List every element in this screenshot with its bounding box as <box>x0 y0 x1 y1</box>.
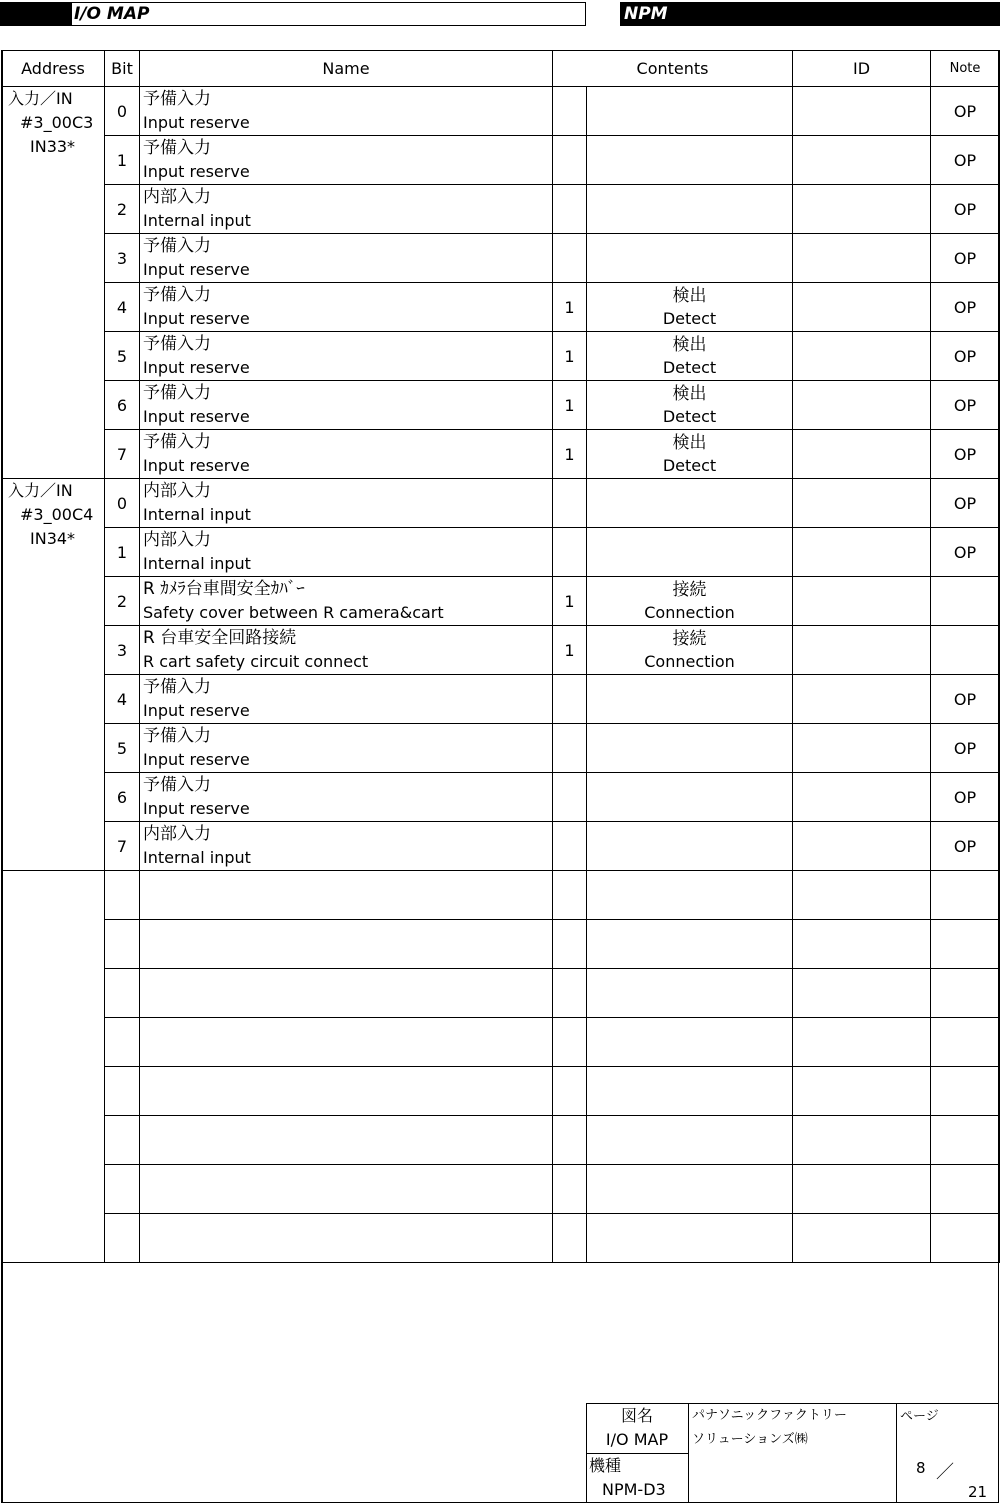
empty-cell <box>587 871 793 920</box>
empty-cell <box>587 969 793 1018</box>
empty-cell <box>587 1165 793 1214</box>
name-jp: 内部入力 <box>143 530 211 550</box>
content-jp: 検出 <box>672 335 707 355</box>
empty-cell <box>553 969 587 1018</box>
empty-address-cell <box>2 871 105 1263</box>
bit-cell: 0 <box>105 479 140 528</box>
bit-cell: 1 <box>105 528 140 577</box>
bit-cell: 7 <box>105 430 140 479</box>
empty-cell <box>140 969 553 1018</box>
empty-cell <box>553 1018 587 1067</box>
address-cell <box>2 87 105 479</box>
name-cell <box>140 626 553 675</box>
empty-cell <box>793 1116 931 1165</box>
title-block <box>586 1403 999 1503</box>
name-cell <box>140 136 553 185</box>
drawing-name: I/O MAP <box>605 1430 669 1449</box>
empty-cell <box>140 1214 553 1263</box>
content-jp: 接続 <box>672 629 707 649</box>
table-row <box>2 822 1000 871</box>
name-jp: 内部入力 <box>143 824 211 844</box>
note-cell: OP <box>931 675 1000 724</box>
empty-cell <box>931 1067 1000 1116</box>
note-cell: OP <box>931 332 1000 381</box>
empty-cell <box>931 1214 1000 1263</box>
empty-cell <box>105 969 140 1018</box>
bit-cell: 3 <box>105 234 140 283</box>
bit-cell: 4 <box>105 283 140 332</box>
note-cell: OP <box>931 479 1000 528</box>
empty-cell <box>553 871 587 920</box>
empty-cell <box>553 1214 587 1263</box>
table-row <box>2 283 1000 332</box>
name-cell <box>140 430 553 479</box>
name-en: Input reserve <box>143 407 250 426</box>
company-line1: パナソニックファクトリー <box>692 1408 847 1423</box>
empty-cell <box>105 920 140 969</box>
header-left-bar <box>0 2 72 26</box>
value-cell <box>553 136 587 185</box>
contents-cell <box>587 234 793 283</box>
note-cell: OP <box>931 430 1000 479</box>
name-cell <box>140 773 553 822</box>
contents-cell <box>587 430 793 479</box>
contents-cell <box>587 773 793 822</box>
name-cell <box>140 479 553 528</box>
value-cell <box>553 87 587 136</box>
name-en: Internal input <box>143 554 251 573</box>
header-name: Name <box>140 51 553 87</box>
value-cell: 1 <box>553 430 587 479</box>
contents-cell <box>587 724 793 773</box>
empty-cell <box>105 871 140 920</box>
table-row <box>2 675 1000 724</box>
empty-cell <box>140 920 553 969</box>
name-cell <box>140 234 553 283</box>
value-cell <box>553 773 587 822</box>
name-en: Safety cover between R camera&cart <box>143 603 444 622</box>
note-cell: OP <box>931 822 1000 871</box>
content-en: Detect <box>662 309 717 328</box>
bit-cell: 4 <box>105 675 140 724</box>
empty-cell <box>105 1116 140 1165</box>
contents-cell <box>587 136 793 185</box>
content-jp: 検出 <box>672 433 707 453</box>
header-left-title: I/O MAP <box>72 2 586 26</box>
name-cell <box>140 381 553 430</box>
value-cell: 1 <box>553 283 587 332</box>
address-line-2: #3_00C3 <box>20 113 94 132</box>
content-jp: 検出 <box>672 384 707 404</box>
name-en: Input reserve <box>143 750 250 769</box>
empty-cell <box>931 1018 1000 1067</box>
name-en: R cart safety circuit connect <box>143 652 369 671</box>
empty-cell <box>931 920 1000 969</box>
empty-cell <box>140 1165 553 1214</box>
name-cell <box>140 724 553 773</box>
name-en: Input reserve <box>143 358 250 377</box>
value-cell <box>553 234 587 283</box>
value-cell: 1 <box>553 626 587 675</box>
empty-row <box>2 1116 1000 1165</box>
note-cell <box>931 577 1000 626</box>
bit-cell: 1 <box>105 136 140 185</box>
company-line2: ソリューションズ㈱ <box>692 1432 808 1447</box>
name-jp: 予備入力 <box>143 775 211 795</box>
name-cell <box>140 185 553 234</box>
empty-row <box>2 969 1000 1018</box>
value-cell: 1 <box>553 381 587 430</box>
bit-cell: 0 <box>105 87 140 136</box>
bit-cell: 6 <box>105 773 140 822</box>
name-jp: 内部入力 <box>143 187 211 207</box>
name-jp: 予備入力 <box>143 432 211 452</box>
header-right-title: NPM <box>620 2 1000 26</box>
address-line-3: IN33* <box>30 137 76 156</box>
name-cell <box>140 822 553 871</box>
empty-cell <box>793 1214 931 1263</box>
empty-cell <box>553 920 587 969</box>
name-en: Input reserve <box>143 799 250 818</box>
table-row <box>2 773 1000 822</box>
value-cell: 1 <box>553 332 587 381</box>
header-bit: Bit <box>105 51 140 87</box>
empty-cell <box>931 871 1000 920</box>
empty-cell <box>587 1067 793 1116</box>
contents-cell <box>587 381 793 430</box>
name-jp: 予備入力 <box>143 236 211 256</box>
id-cell <box>793 773 931 822</box>
bit-cell: 3 <box>105 626 140 675</box>
id-cell <box>793 381 931 430</box>
name-cell <box>140 577 553 626</box>
name-jp: 予備入力 <box>143 726 211 746</box>
table-row <box>2 724 1000 773</box>
note-cell: OP <box>931 87 1000 136</box>
address-line-3: IN34* <box>30 529 76 548</box>
content-en: Detect <box>662 456 717 475</box>
page-label: ページ <box>900 1409 939 1424</box>
empty-cell <box>793 871 931 920</box>
content-en: Detect <box>662 407 717 426</box>
bit-cell: 2 <box>105 577 140 626</box>
model-label: 機種 <box>589 1456 622 1475</box>
name-en: Input reserve <box>143 456 250 475</box>
empty-cell <box>587 1018 793 1067</box>
name-jp: R 台車安全回路接続 <box>143 628 297 648</box>
empty-cell <box>931 969 1000 1018</box>
name-en: Internal input <box>143 211 251 230</box>
empty-cell <box>105 1165 140 1214</box>
header-address: Address <box>2 51 105 87</box>
table-row <box>2 87 1000 136</box>
contents-cell <box>587 87 793 136</box>
note-cell: OP <box>931 283 1000 332</box>
bit-cell: 2 <box>105 185 140 234</box>
value-cell <box>553 185 587 234</box>
content-en: Connection <box>644 652 735 671</box>
id-cell <box>793 430 931 479</box>
empty-cell <box>553 1116 587 1165</box>
name-en: Input reserve <box>143 260 250 279</box>
name-en: Input reserve <box>143 309 250 328</box>
name-jp: 予備入力 <box>143 677 211 697</box>
io-map-table <box>1 50 1000 1263</box>
model-name: NPM-D3 <box>602 1480 666 1499</box>
empty-cell <box>105 1067 140 1116</box>
contents-cell <box>587 332 793 381</box>
content-en: Connection <box>644 603 735 622</box>
empty-cell <box>553 1067 587 1116</box>
note-cell: OP <box>931 528 1000 577</box>
empty-cell <box>793 1067 931 1116</box>
empty-cell <box>140 1116 553 1165</box>
empty-cell <box>931 1116 1000 1165</box>
bit-cell: 5 <box>105 332 140 381</box>
table-row <box>2 528 1000 577</box>
value-cell <box>553 528 587 577</box>
address-cell <box>2 479 105 871</box>
value-cell <box>553 479 587 528</box>
drawing-label: 図名 <box>620 1406 653 1425</box>
bit-cell: 5 <box>105 724 140 773</box>
name-jp: 予備入力 <box>143 138 211 158</box>
contents-cell <box>587 528 793 577</box>
name-en: Internal input <box>143 505 251 524</box>
address-line-2: #3_00C4 <box>20 505 94 524</box>
address-line-1: 入力／IN <box>8 89 73 108</box>
empty-cell <box>105 1214 140 1263</box>
header-id: ID <box>793 51 931 87</box>
table-row <box>2 136 1000 185</box>
empty-cell <box>587 1116 793 1165</box>
contents-cell <box>587 626 793 675</box>
id-cell <box>793 136 931 185</box>
note-cell: OP <box>931 773 1000 822</box>
name-en: Input reserve <box>143 162 250 181</box>
page-total: 21 <box>968 1483 988 1501</box>
name-jp: R ｶﾒﾗ台車間安全ｶﾊﾞｰ <box>143 579 305 599</box>
empty-cell <box>140 1067 553 1116</box>
header-note: Note <box>931 51 1000 87</box>
value-cell: 1 <box>553 577 587 626</box>
note-cell: OP <box>931 724 1000 773</box>
empty-row <box>2 1018 1000 1067</box>
empty-cell <box>931 1165 1000 1214</box>
bit-cell: 7 <box>105 822 140 871</box>
table-row <box>2 430 1000 479</box>
table-row <box>2 234 1000 283</box>
contents-cell <box>587 283 793 332</box>
id-cell <box>793 185 931 234</box>
empty-cell <box>105 1018 140 1067</box>
empty-row <box>2 1067 1000 1116</box>
content-en: Detect <box>662 358 717 377</box>
empty-cell <box>140 871 553 920</box>
table-row <box>2 332 1000 381</box>
id-cell <box>793 332 931 381</box>
name-cell <box>140 528 553 577</box>
name-cell <box>140 675 553 724</box>
bit-cell: 6 <box>105 381 140 430</box>
value-cell <box>553 675 587 724</box>
id-cell <box>793 822 931 871</box>
name-en: Input reserve <box>143 701 250 720</box>
address-line-1: 入力／IN <box>8 481 73 500</box>
value-cell <box>553 724 587 773</box>
table-row <box>2 577 1000 626</box>
table-row <box>2 381 1000 430</box>
value-cell <box>553 822 587 871</box>
empty-cell <box>587 1214 793 1263</box>
name-en: Internal input <box>143 848 251 867</box>
name-cell <box>140 87 553 136</box>
empty-cell <box>553 1165 587 1214</box>
note-cell: OP <box>931 234 1000 283</box>
empty-cell <box>793 969 931 1018</box>
note-cell: OP <box>931 185 1000 234</box>
empty-cell <box>793 1165 931 1214</box>
empty-row <box>2 1165 1000 1214</box>
contents-cell <box>587 479 793 528</box>
empty-cell <box>793 1018 931 1067</box>
empty-cell <box>140 1018 553 1067</box>
id-cell <box>793 234 931 283</box>
table-row <box>2 626 1000 675</box>
contents-cell <box>587 675 793 724</box>
empty-cell <box>793 920 931 969</box>
name-jp: 予備入力 <box>143 285 211 305</box>
contents-cell <box>587 185 793 234</box>
empty-row <box>2 1214 1000 1263</box>
id-cell <box>793 577 931 626</box>
name-jp: 予備入力 <box>143 334 211 354</box>
id-cell <box>793 283 931 332</box>
contents-cell <box>587 822 793 871</box>
page-separator: ／ <box>936 1462 954 1483</box>
page-current: 8 <box>916 1459 926 1477</box>
name-jp: 内部入力 <box>143 481 211 501</box>
id-cell <box>793 675 931 724</box>
id-cell <box>793 87 931 136</box>
name-cell <box>140 283 553 332</box>
note-cell: OP <box>931 136 1000 185</box>
empty-row <box>2 920 1000 969</box>
id-cell <box>793 724 931 773</box>
name-en: Input reserve <box>143 113 250 132</box>
id-cell <box>793 626 931 675</box>
contents-cell <box>587 577 793 626</box>
note-cell: OP <box>931 381 1000 430</box>
name-cell <box>140 332 553 381</box>
name-jp: 予備入力 <box>143 89 211 109</box>
empty-row <box>2 871 1000 920</box>
empty-cell <box>587 920 793 969</box>
content-jp: 検出 <box>672 286 707 306</box>
note-cell <box>931 626 1000 675</box>
name-jp: 予備入力 <box>143 383 211 403</box>
id-cell <box>793 479 931 528</box>
table-row <box>2 185 1000 234</box>
table-row <box>2 479 1000 528</box>
header-contents: Contents <box>553 51 793 87</box>
content-jp: 接続 <box>672 580 707 600</box>
id-cell <box>793 528 931 577</box>
